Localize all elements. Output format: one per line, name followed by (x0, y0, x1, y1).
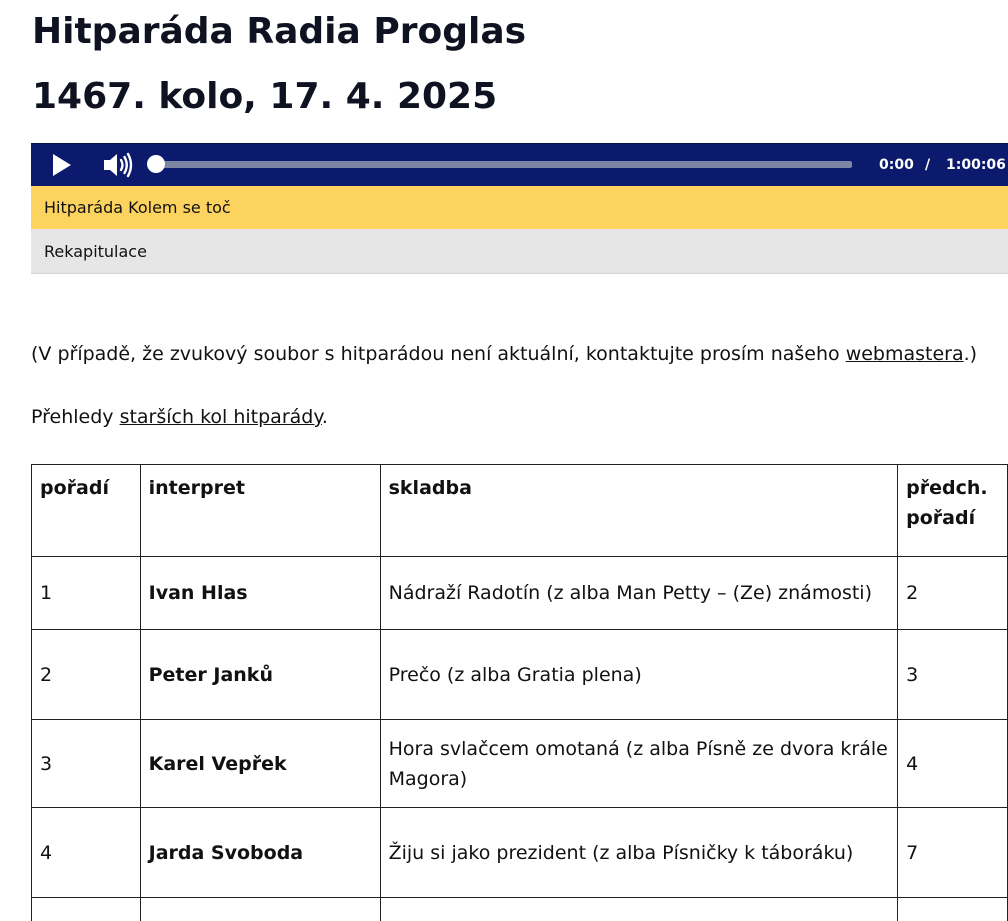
header-previous-rank (898, 465, 1008, 557)
cell-rank (32, 898, 141, 921)
playlist-item[interactable]: Rekapitulace (31, 229, 1008, 274)
cell-artist: Ivan Hlas (140, 557, 380, 630)
cell-rank: 3 (32, 720, 141, 808)
play-icon[interactable] (51, 152, 73, 178)
older-rounds (31, 405, 328, 429)
cell-artist: Peter Janků (140, 630, 380, 720)
cell-song: Žiju si jako prezident (z alba Písničky k táboráku) (380, 808, 898, 898)
audio-player (31, 143, 1008, 186)
header-rank: pořadí (32, 465, 141, 557)
time-separator: / (925, 157, 931, 173)
playlist-item-active[interactable]: Hitparáda Kolem se toč (31, 186, 1008, 229)
cell-artist: Karel Vepřek (140, 720, 380, 808)
cell-artist (140, 898, 380, 921)
table-row (32, 557, 1008, 630)
webmaster-link[interactable]: webmastera (845, 343, 964, 365)
round-title: 1467. kolo, 17. 4. 2025 (32, 76, 498, 117)
older-text-end: . (321, 406, 328, 428)
note-text-end: .) (963, 343, 978, 365)
table-row (32, 808, 1008, 898)
current-time: 0:00 (879, 157, 914, 173)
header-artist: interpret (140, 465, 380, 557)
cell-song: Prečo (z alba Gratia plena) (380, 630, 898, 720)
page-title: Hitparáda Radia Proglas (32, 11, 527, 52)
total-time: 1:00:06 (946, 157, 1006, 173)
header-song: skladba (380, 465, 898, 557)
older-text: Přehledy (31, 406, 120, 428)
cell-song: Nádraží Radotín (z alba Man Petty – (Ze) známosti) (380, 557, 898, 630)
seek-bar[interactable] (156, 161, 852, 168)
contact-note (31, 342, 977, 366)
cell-previous-rank: 3 (898, 630, 1008, 720)
chart-table (31, 464, 1008, 921)
cell-previous-rank: 7 (898, 808, 1008, 898)
table-header-row (32, 465, 1008, 557)
table-row (32, 720, 1008, 808)
cell-rank: 1 (32, 557, 141, 630)
table-row (32, 630, 1008, 720)
cell-previous-rank: 2 (898, 557, 1008, 630)
cell-artist: Jarda Svoboda (140, 808, 380, 898)
seek-handle[interactable] (147, 155, 165, 173)
cell-song (380, 898, 898, 921)
note-text: (V případě, že zvukový soubor s hitparádou není aktuální, kontaktujte prosím našeho (31, 343, 846, 365)
header-previous-rank-line1: předch. (906, 477, 988, 499)
cell-previous-rank (898, 898, 1008, 921)
volume-icon[interactable] (102, 151, 134, 179)
cell-song: Hora svlačcem omotaná (z alba Písně ze dvora krále Magora) (380, 720, 898, 808)
table-row (32, 898, 1008, 921)
header-previous-rank-line2: pořadí (906, 507, 976, 529)
older-rounds-link[interactable]: starších kol hitparády (119, 406, 322, 428)
cell-previous-rank: 4 (898, 720, 1008, 808)
cell-rank: 4 (32, 808, 141, 898)
cell-rank: 2 (32, 630, 141, 720)
